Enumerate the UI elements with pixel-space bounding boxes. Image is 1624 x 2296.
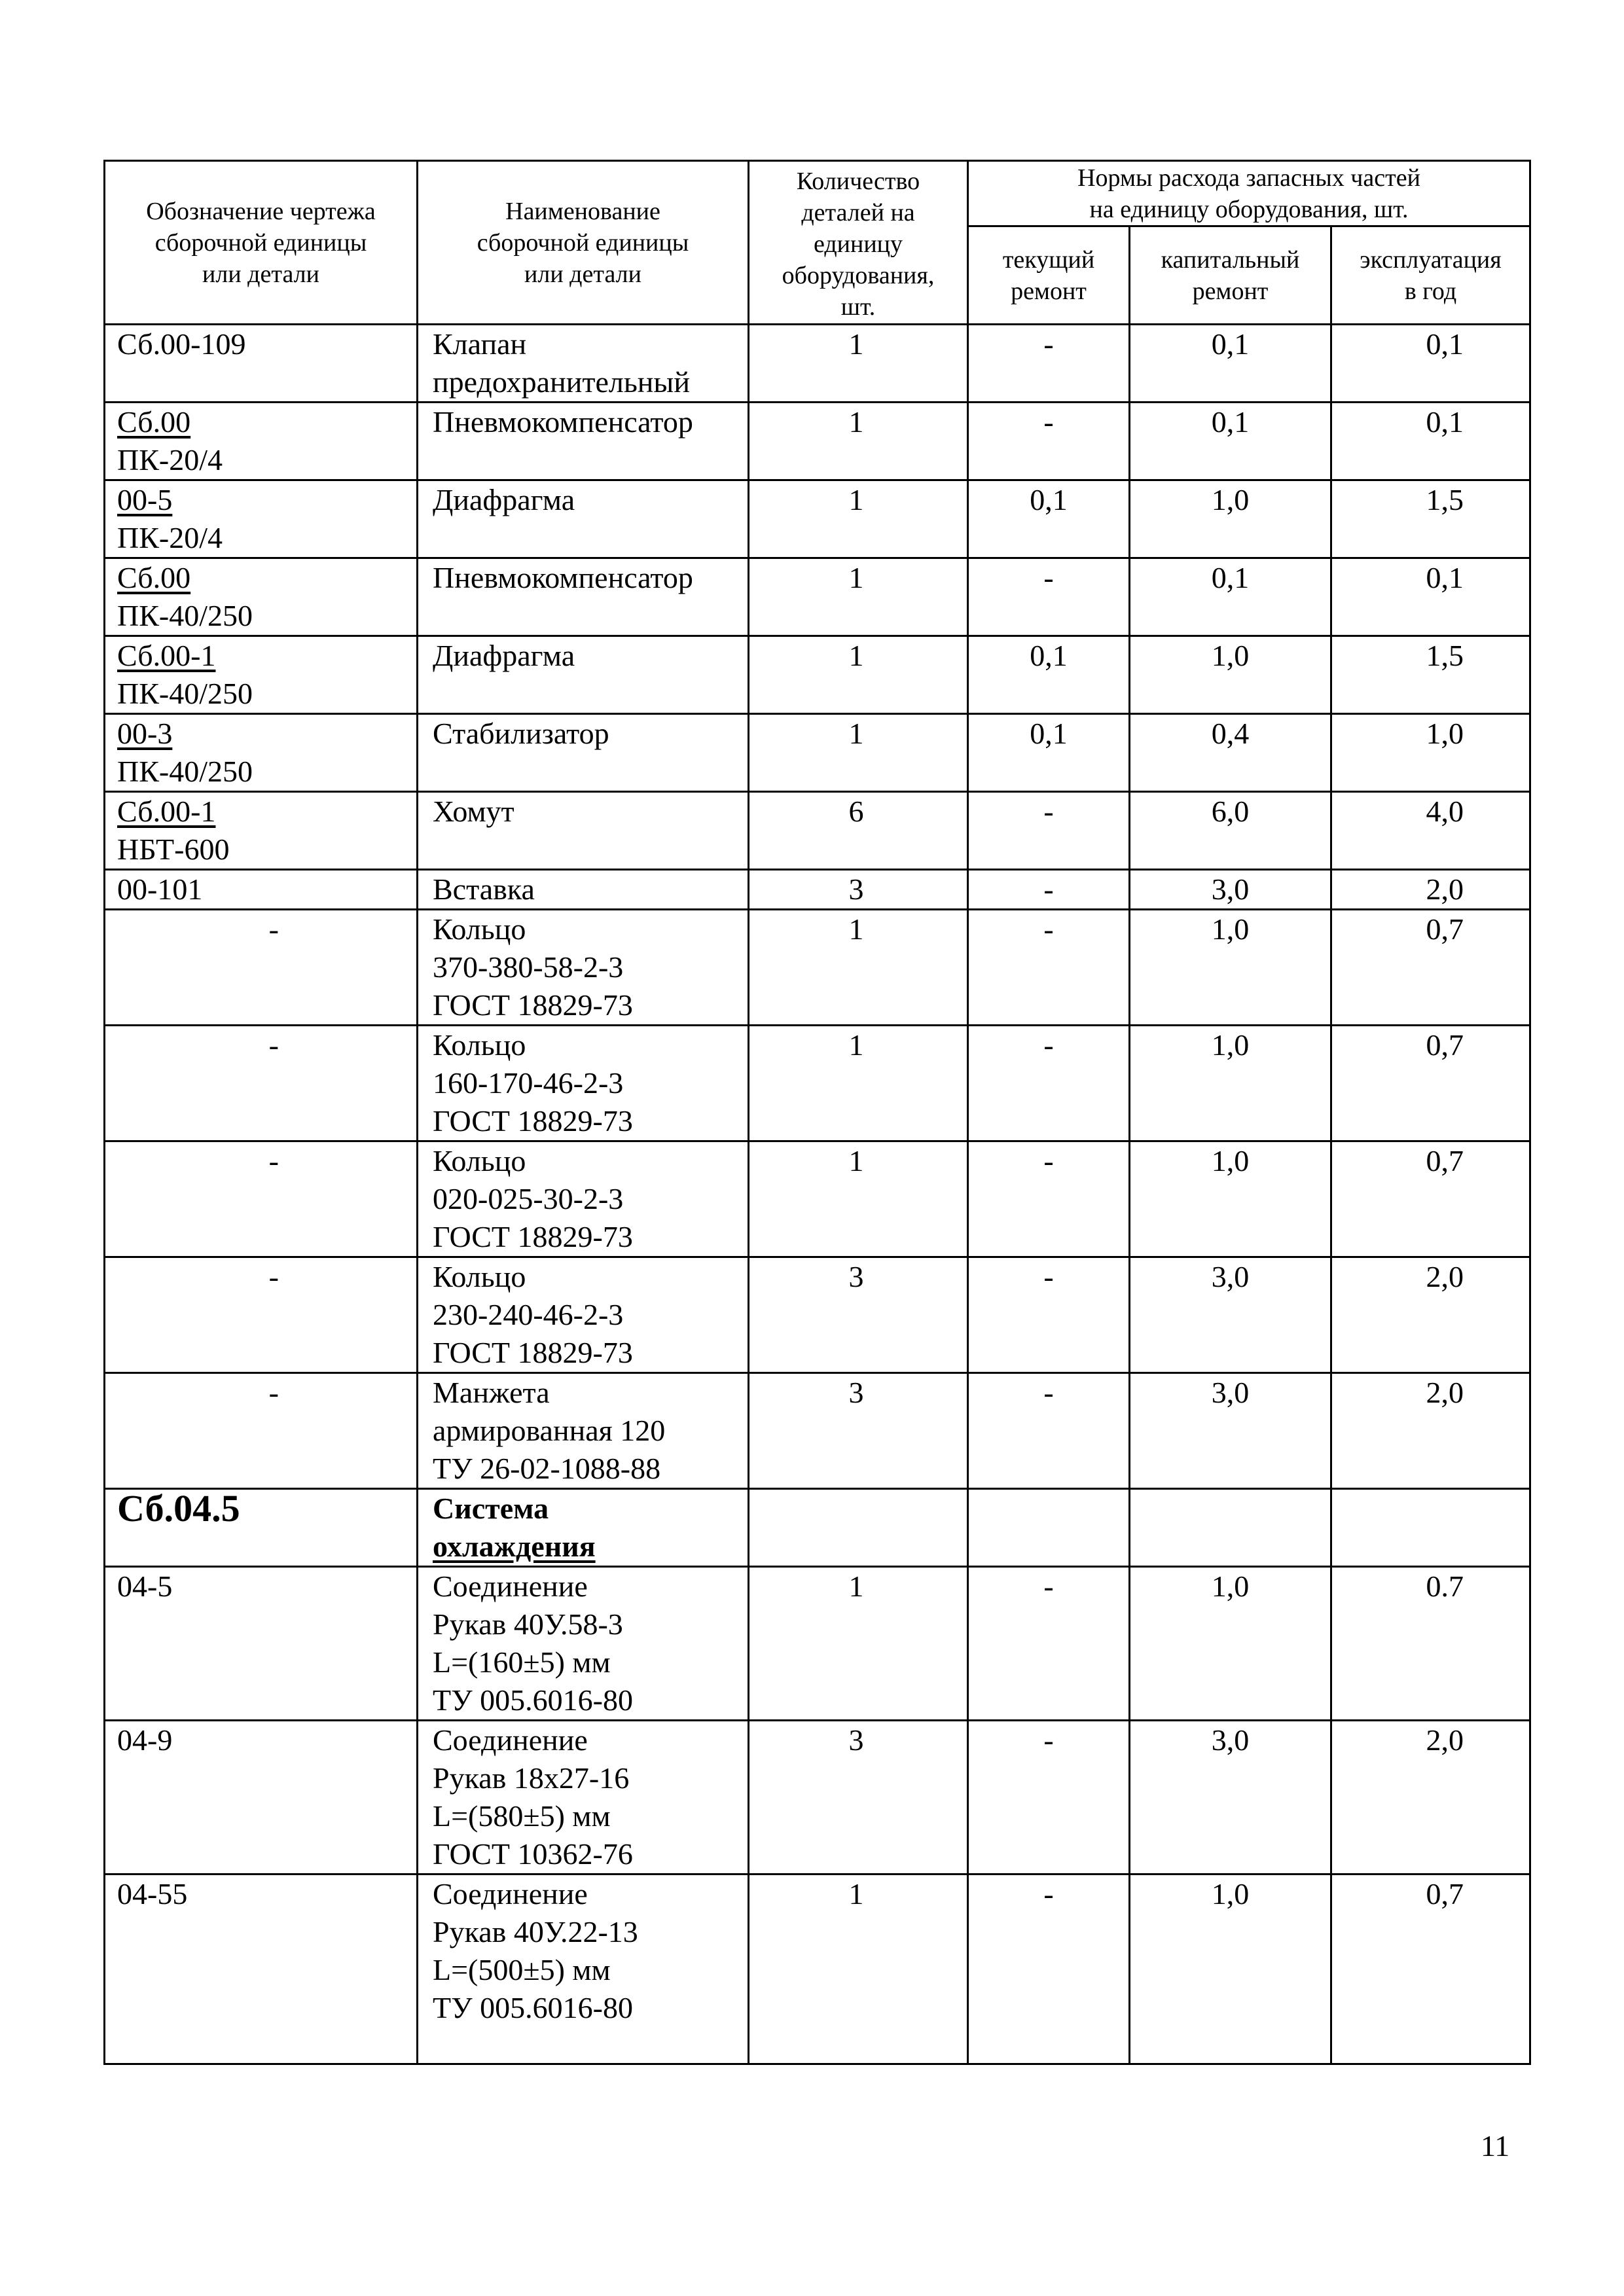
cell-qty: 1 (749, 714, 968, 792)
cell-annual: 0,1 (1331, 325, 1530, 403)
table-row (105, 1141, 1530, 1257)
table-row (105, 792, 1530, 870)
cell-annual: 0,7 (1331, 1874, 1530, 2064)
cell-annual: 2,0 (1331, 870, 1530, 910)
cell-annual: 0,7 (1331, 1026, 1530, 1141)
cell-capital: 6,0 (1130, 792, 1331, 870)
cell-current: - (968, 403, 1130, 480)
cell-name: Кольцо 230-240-46-2-3 ГОСТ 18829-73 (418, 1257, 749, 1373)
cell-name: Диафрагма (418, 480, 749, 558)
cell-current: - (968, 1373, 1130, 1489)
cell-current: - (968, 1141, 1130, 1257)
cell-code: - (105, 1257, 418, 1373)
cell-qty: 3 (749, 870, 968, 910)
cell-qty: 1 (749, 636, 968, 714)
table-row (105, 1721, 1530, 1874)
table-row (105, 636, 1530, 714)
cell-qty: 1 (749, 403, 968, 480)
cell-capital: 1,0 (1130, 1874, 1331, 2064)
cell-qty: 3 (749, 1257, 968, 1373)
cell-code: Сб.00-1 ПК-40/250 (105, 636, 418, 714)
cell-qty: 1 (749, 480, 968, 558)
cell-qty: 1 (749, 325, 968, 403)
header-capital-repair: капитальный ремонт (1130, 226, 1331, 325)
cell-qty: 3 (749, 1373, 968, 1489)
cell-annual: 0.7 (1331, 1567, 1530, 1721)
cell-code: 04-9 (105, 1721, 418, 1874)
cell-annual: 4,0 (1331, 792, 1530, 870)
cell-name: Вставка (418, 870, 749, 910)
cell-current: - (968, 1026, 1130, 1141)
cell-capital: 1,0 (1130, 480, 1331, 558)
header-item-name: Наименование сборочной единицы или детали (418, 161, 749, 325)
cell-capital: 3,0 (1130, 1257, 1331, 1373)
cell-name: Соединение Рукав 40У.22-13 L=(500±5) мм ТУ 005.6016-80 (418, 1874, 749, 2064)
cell-code: - (105, 1026, 418, 1141)
header-quantity: Количество деталей на единицу оборудования, шт. (749, 161, 968, 325)
cell-current: - (968, 325, 1130, 403)
cell-code: 00-101 (105, 870, 418, 910)
header-drawing-code: Обозначение чертежа сборочной единицы или детали (105, 161, 418, 325)
cell-current: 0,1 (968, 636, 1130, 714)
page-number: 11 (1481, 2129, 1510, 2162)
cell-capital (1130, 1489, 1331, 1567)
cell-capital: 0,1 (1130, 558, 1331, 636)
table-row (105, 403, 1530, 480)
cell-qty: 6 (749, 792, 968, 870)
cell-name: Соединение Рукав 18х27-16 L=(580±5) мм ГОСТ 10362-76 (418, 1721, 749, 1874)
cell-current: - (968, 910, 1130, 1026)
cell-annual (1331, 1489, 1530, 1567)
table-row (105, 714, 1530, 792)
cell-qty: 1 (749, 910, 968, 1026)
cell-current: - (968, 1874, 1130, 2064)
table-row (105, 1567, 1530, 1721)
table-row (105, 1026, 1530, 1141)
cell-code: Сб.00-1 НБТ-600 (105, 792, 418, 870)
cell-name: Кольцо 020-025-30-2-3 ГОСТ 18829-73 (418, 1141, 749, 1257)
cell-annual: 1,0 (1331, 714, 1530, 792)
cell-current: - (968, 792, 1130, 870)
cell-name: Система охлаждения (418, 1489, 749, 1567)
table-row (105, 325, 1530, 403)
cell-name: Кольцо 370-380-58-2-3 ГОСТ 18829-73 (418, 910, 749, 1026)
table-row (105, 480, 1530, 558)
cell-capital: 0,4 (1130, 714, 1331, 792)
header-annual-operation: эксплуатация в год (1331, 226, 1530, 325)
cell-current: - (968, 1721, 1130, 1874)
cell-current: 0,1 (968, 480, 1130, 558)
cell-current: - (968, 1567, 1130, 1721)
cell-code: Сб.00 ПК-20/4 (105, 403, 418, 480)
cell-annual: 0,7 (1331, 910, 1530, 1026)
cell-annual: 2,0 (1331, 1373, 1530, 1489)
cell-name: Манжета армированная 120 ТУ 26-02-1088-88 (418, 1373, 749, 1489)
cell-code: 00-5 ПК-20/4 (105, 480, 418, 558)
cell-current: - (968, 1257, 1130, 1373)
cell-current: - (968, 870, 1130, 910)
cell-name: Пневмокомпенсатор (418, 403, 749, 480)
cell-capital: 0,1 (1130, 403, 1331, 480)
cell-code: 04-5 (105, 1567, 418, 1721)
cell-capital: 1,0 (1130, 1567, 1331, 1721)
cell-annual: 0,1 (1331, 558, 1530, 636)
table-row (105, 558, 1530, 636)
cell-annual: 0,1 (1331, 403, 1530, 480)
cell-annual: 1,5 (1331, 480, 1530, 558)
table-row (105, 910, 1530, 1026)
cell-code: Сб.00 ПК-40/250 (105, 558, 418, 636)
header-current-repair: текущий ремонт (968, 226, 1130, 325)
cell-annual: 2,0 (1331, 1257, 1530, 1373)
cell-name: Стабилизатор (418, 714, 749, 792)
cell-capital: 1,0 (1130, 910, 1331, 1026)
cell-capital: 3,0 (1130, 1721, 1331, 1874)
cell-qty: 3 (749, 1721, 968, 1874)
cell-name: Кольцо 160-170-46-2-3 ГОСТ 18829-73 (418, 1026, 749, 1141)
cell-qty: 1 (749, 1874, 968, 2064)
cell-capital: 1,0 (1130, 1026, 1331, 1141)
cell-name: Клапан предохранительный (418, 325, 749, 403)
cell-current (968, 1489, 1130, 1567)
cell-code: - (105, 910, 418, 1026)
cell-qty (749, 1489, 968, 1567)
cell-current: - (968, 558, 1130, 636)
section-row (105, 1489, 1530, 1567)
cell-qty: 1 (749, 558, 968, 636)
table-row (105, 1257, 1530, 1373)
table-row (105, 870, 1530, 910)
cell-code: 00-3 ПК-40/250 (105, 714, 418, 792)
cell-capital: 3,0 (1130, 870, 1331, 910)
cell-qty: 1 (749, 1567, 968, 1721)
table-row (105, 1874, 1530, 2064)
cell-code: Сб.04.5 (105, 1489, 418, 1567)
cell-annual: 1,5 (1331, 636, 1530, 714)
cell-qty: 1 (749, 1026, 968, 1141)
cell-capital: 1,0 (1130, 636, 1331, 714)
cell-annual: 2,0 (1331, 1721, 1530, 1874)
cell-name: Хомут (418, 792, 749, 870)
cell-name: Соединение Рукав 40У.58-3 L=(160±5) мм ТУ 005.6016-80 (418, 1567, 749, 1721)
cell-capital: 3,0 (1130, 1373, 1331, 1489)
cell-qty: 1 (749, 1141, 968, 1257)
cell-annual: 0,7 (1331, 1141, 1530, 1257)
cell-capital: 0,1 (1130, 325, 1331, 403)
table-row (105, 1373, 1530, 1489)
cell-code: 04-55 (105, 1874, 418, 2064)
spare-parts-table (103, 160, 1531, 2065)
cell-name: Пневмокомпенсатор (418, 558, 749, 636)
cell-capital: 1,0 (1130, 1141, 1331, 1257)
cell-code: Сб.00-109 (105, 325, 418, 403)
cell-code: - (105, 1141, 418, 1257)
header-consumption-norms: Нормы расхода запасных частей на единицу оборудования, шт. (968, 161, 1530, 226)
cell-current: 0,1 (968, 714, 1130, 792)
cell-name: Диафрагма (418, 636, 749, 714)
cell-code: - (105, 1373, 418, 1489)
